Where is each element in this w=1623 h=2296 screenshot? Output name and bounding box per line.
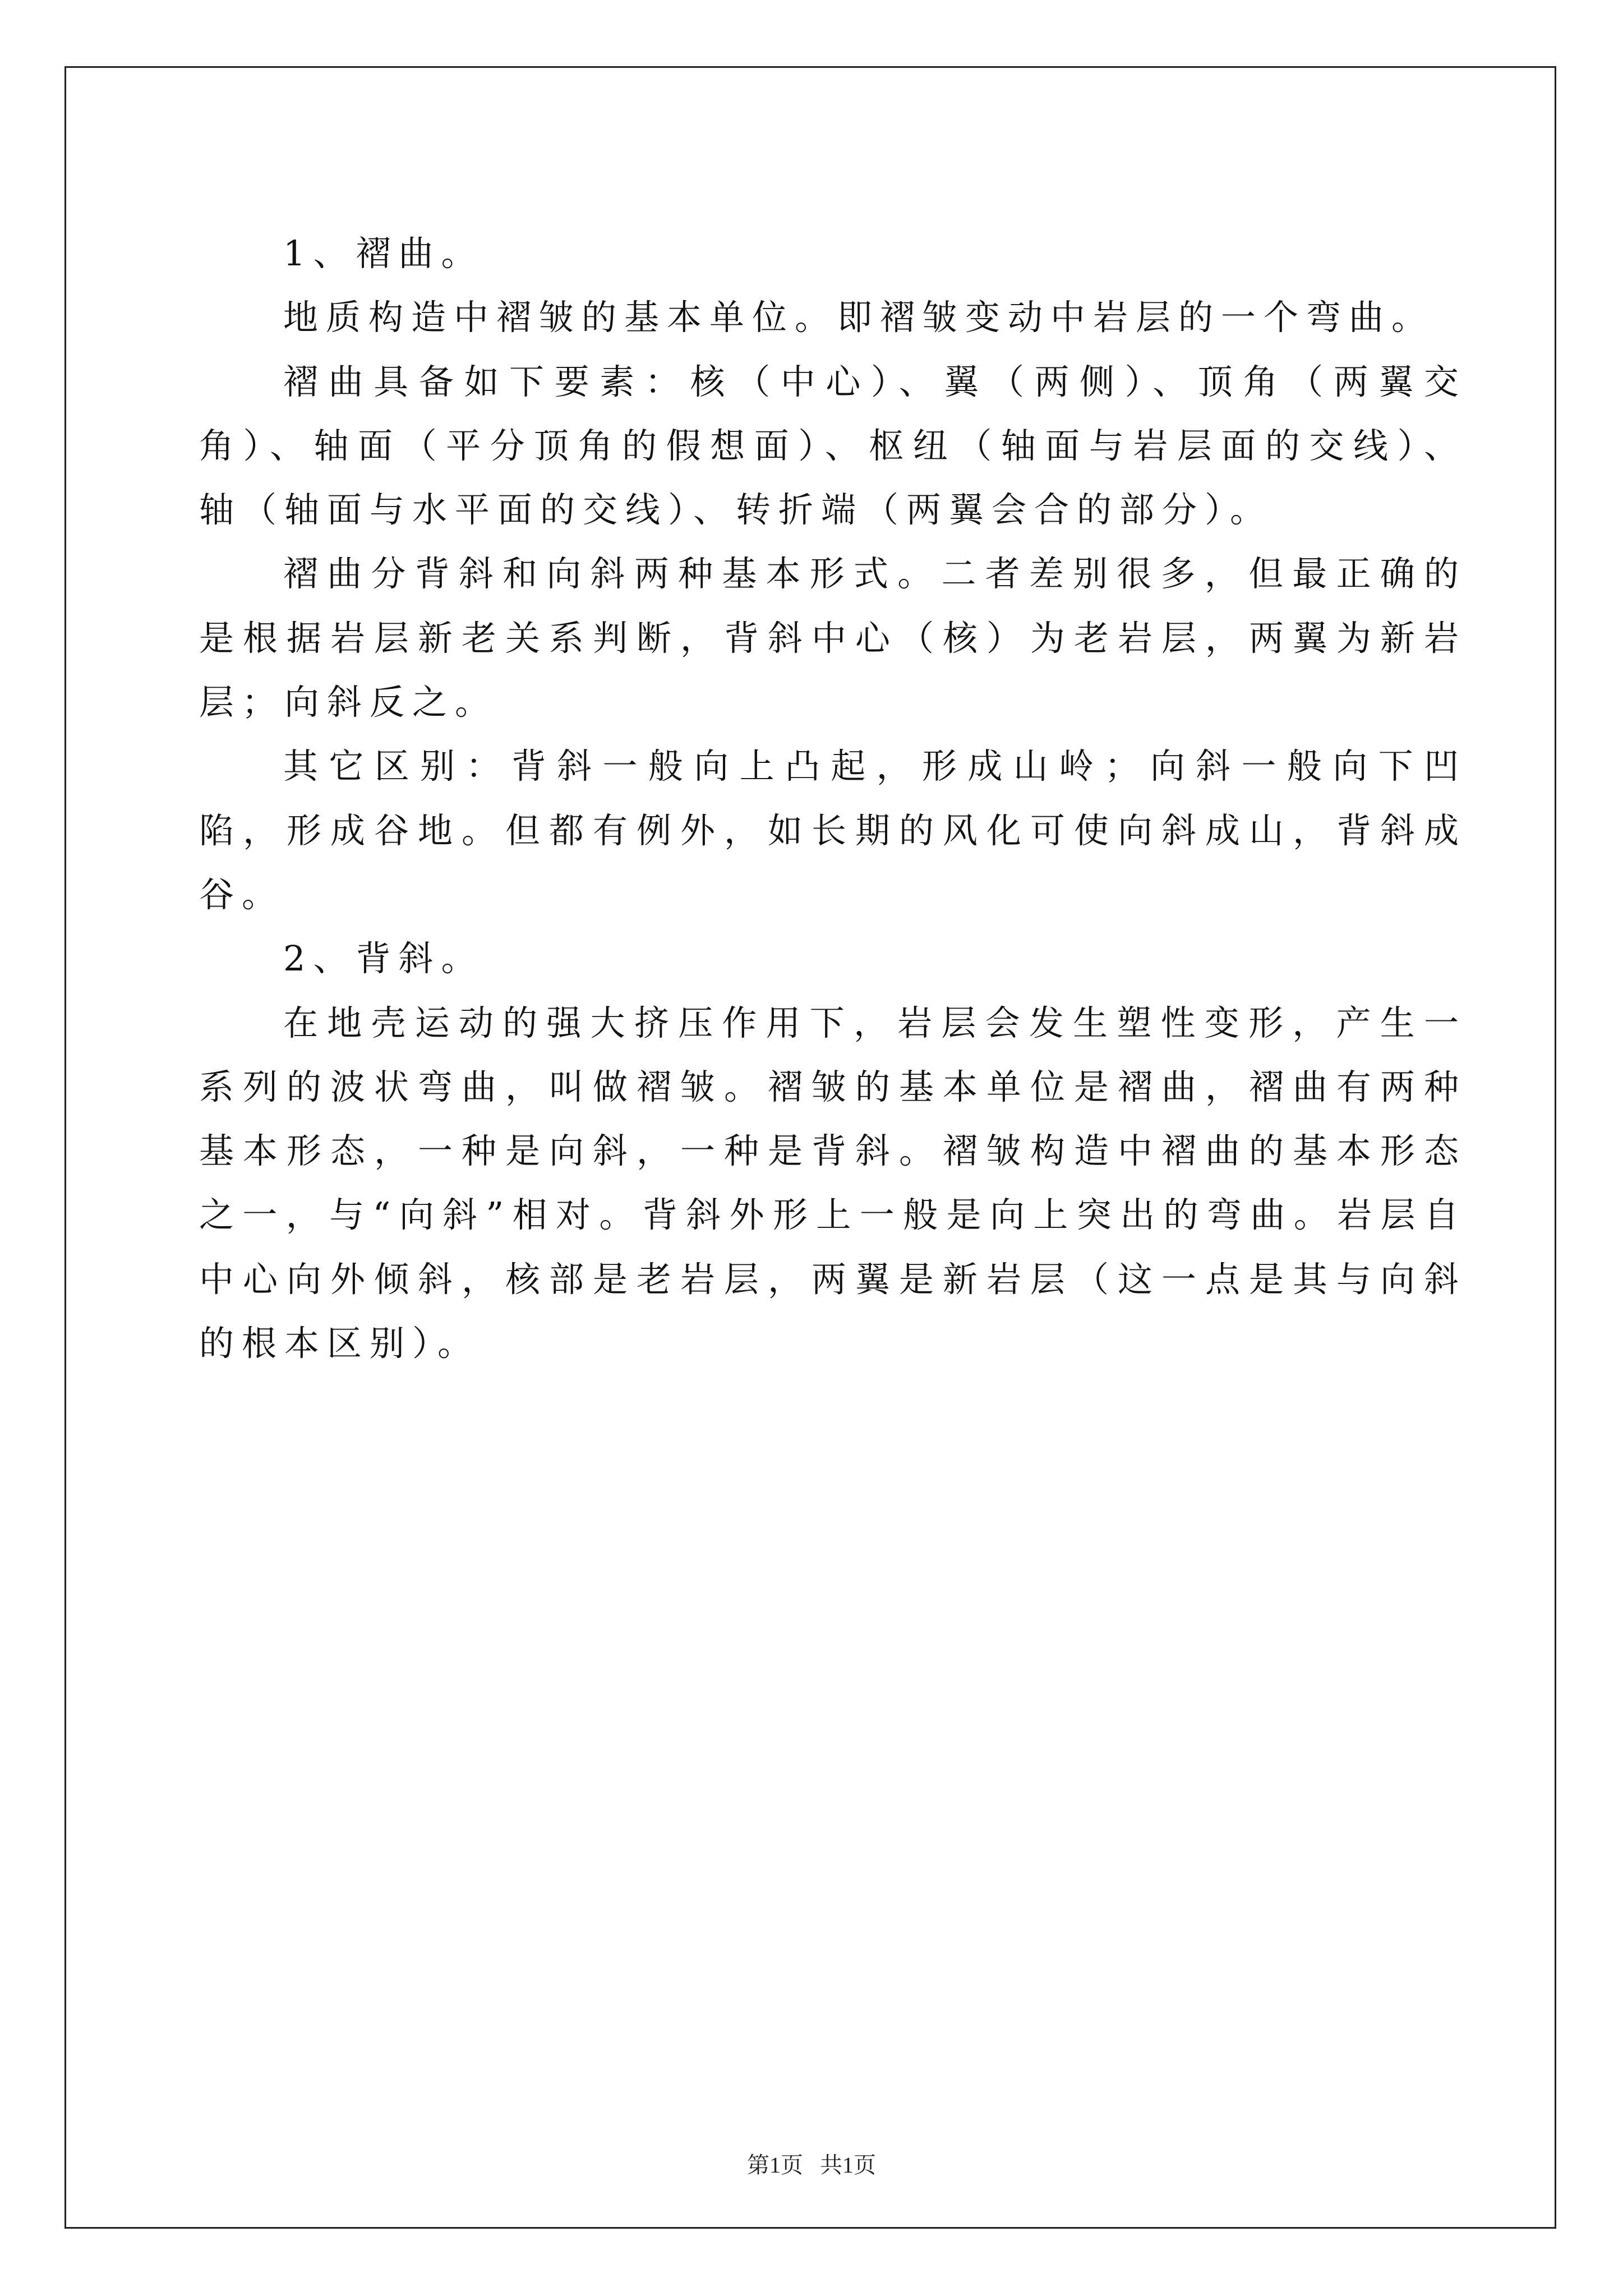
document-body xyxy=(199,222,1467,1375)
paragraph: 在地壳运动的强大挤压作用下，岩层会发生塑性变形，产生一系列的波状弯曲，叫做褶皱。褶皱的基本单位是褶曲，褶曲有两种基本形态，一种是向斜，一种是背斜。褶皱构造中褶曲的基本形态之一，与“向斜”相对。背斜外形上一般是向上突出的弯曲。岩层自中心向外倾斜，核部是老岩层，两翼是新岩层（这一点是其与向斜的根本区别）。 xyxy=(199,1002,1467,1364)
paragraph: 褶曲分背斜和向斜两种基本形式。二者差别很多，但最正确的是根据岩层新老关系判断，背斜中心（核）为老岩层，两翼为新岩层；向斜反之。 xyxy=(199,553,1467,723)
paragraph-heading-2: 2、背斜。 xyxy=(283,938,484,979)
paragraph: 地质构造中褶皱的基本单位。即褶皱变动中岩层的一个弯曲。 xyxy=(283,297,1435,338)
paragraph: 其它区别：背斜一般向上凸起，形成山岭；向斜一般向下凹陷，形成谷地。但都有例外，如长期的风化可使向斜成山，背斜成谷。 xyxy=(199,746,1467,915)
paragraph-heading-1: 1、褶曲。 xyxy=(283,233,484,274)
page-number-footer: 第1页 共1页 xyxy=(747,2152,876,2178)
paragraph: 褶曲具备如下要素：核（中心）、翼（两侧）、顶角（两翼交角）、轴面（平分顶角的假想面）、枢纽（轴面与岩层面的交线）、轴（轴面与水平面的交线）、转折端（两翼会合的部分）。 xyxy=(199,361,1467,531)
